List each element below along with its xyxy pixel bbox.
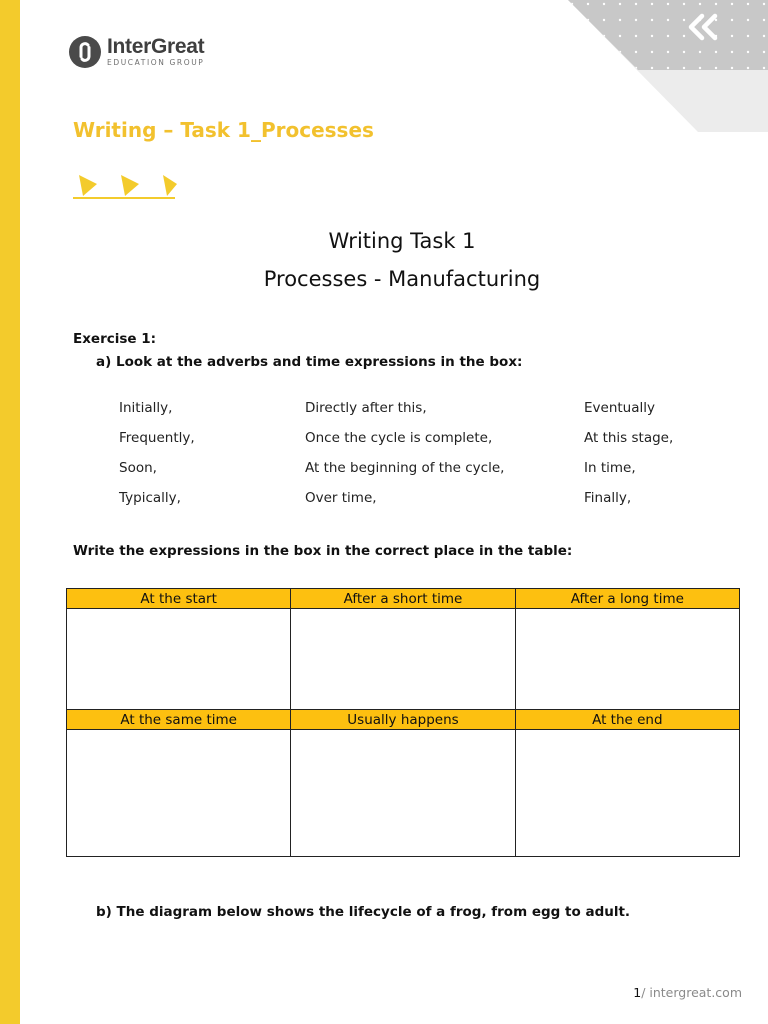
brand-subtitle: EDUCATION GROUP	[107, 58, 205, 67]
exercise-part-a: a) Look at the adverbs and time expressions in the box:	[96, 354, 523, 370]
answer-cell[interactable]	[515, 730, 739, 857]
answer-cell[interactable]	[67, 609, 291, 710]
word-box-item: Finally,	[584, 490, 632, 506]
word-box-item: Typically,	[119, 490, 181, 506]
page-number: 1	[633, 985, 642, 1000]
section-title: Writing – Task 1_Processes	[73, 118, 374, 142]
pennant-decoration	[73, 172, 177, 200]
answer-table	[66, 588, 740, 857]
word-box-item: Over time,	[305, 490, 377, 506]
word-box-item: Directly after this,	[305, 400, 427, 416]
document-title-line2: Processes - Manufacturing	[263, 267, 541, 291]
exercise-part-b: b) The diagram below shows the lifecycle of a frog, from egg to adult.	[96, 904, 631, 920]
word-box-item: Soon,	[119, 460, 157, 476]
word-box-item: In time,	[584, 460, 636, 476]
word-box-item: Eventually	[584, 400, 655, 416]
word-box-item: At this stage,	[584, 430, 674, 446]
exercise-label: Exercise 1:	[73, 331, 157, 347]
table-header-after-short-time: After a short time	[291, 589, 515, 609]
table-header-usually-happens: Usually happens	[291, 710, 515, 730]
answer-cell[interactable]	[515, 609, 739, 710]
table-header-at-the-same-time: At the same time	[67, 710, 291, 730]
page-footer	[633, 985, 742, 1000]
brand-logo	[69, 36, 204, 68]
word-box-item: Once the cycle is complete,	[305, 430, 493, 446]
table-header-at-the-start: At the start	[67, 589, 291, 609]
answer-cell[interactable]	[291, 609, 515, 710]
logo-mark-icon	[69, 36, 101, 68]
word-box-item: Initially,	[119, 400, 173, 416]
left-accent-bar	[0, 0, 20, 1024]
word-box-item: Frequently,	[119, 430, 195, 446]
footer-site-link[interactable]: / intergreat.com	[641, 985, 742, 1000]
word-box-item: At the beginning of the cycle,	[305, 460, 505, 476]
answer-cell[interactable]	[67, 730, 291, 857]
table-header-after-long-time: After a long time	[515, 589, 739, 609]
document-title-line1: Writing Task 1	[328, 229, 476, 253]
exercise-instruction: Write the expressions in the box in the correct place in the table:	[73, 543, 573, 559]
table-header-at-the-end: At the end	[515, 710, 739, 730]
brand-name: InterGreat	[107, 35, 205, 58]
corner-decoration	[568, 0, 768, 132]
answer-cell[interactable]	[291, 730, 515, 857]
